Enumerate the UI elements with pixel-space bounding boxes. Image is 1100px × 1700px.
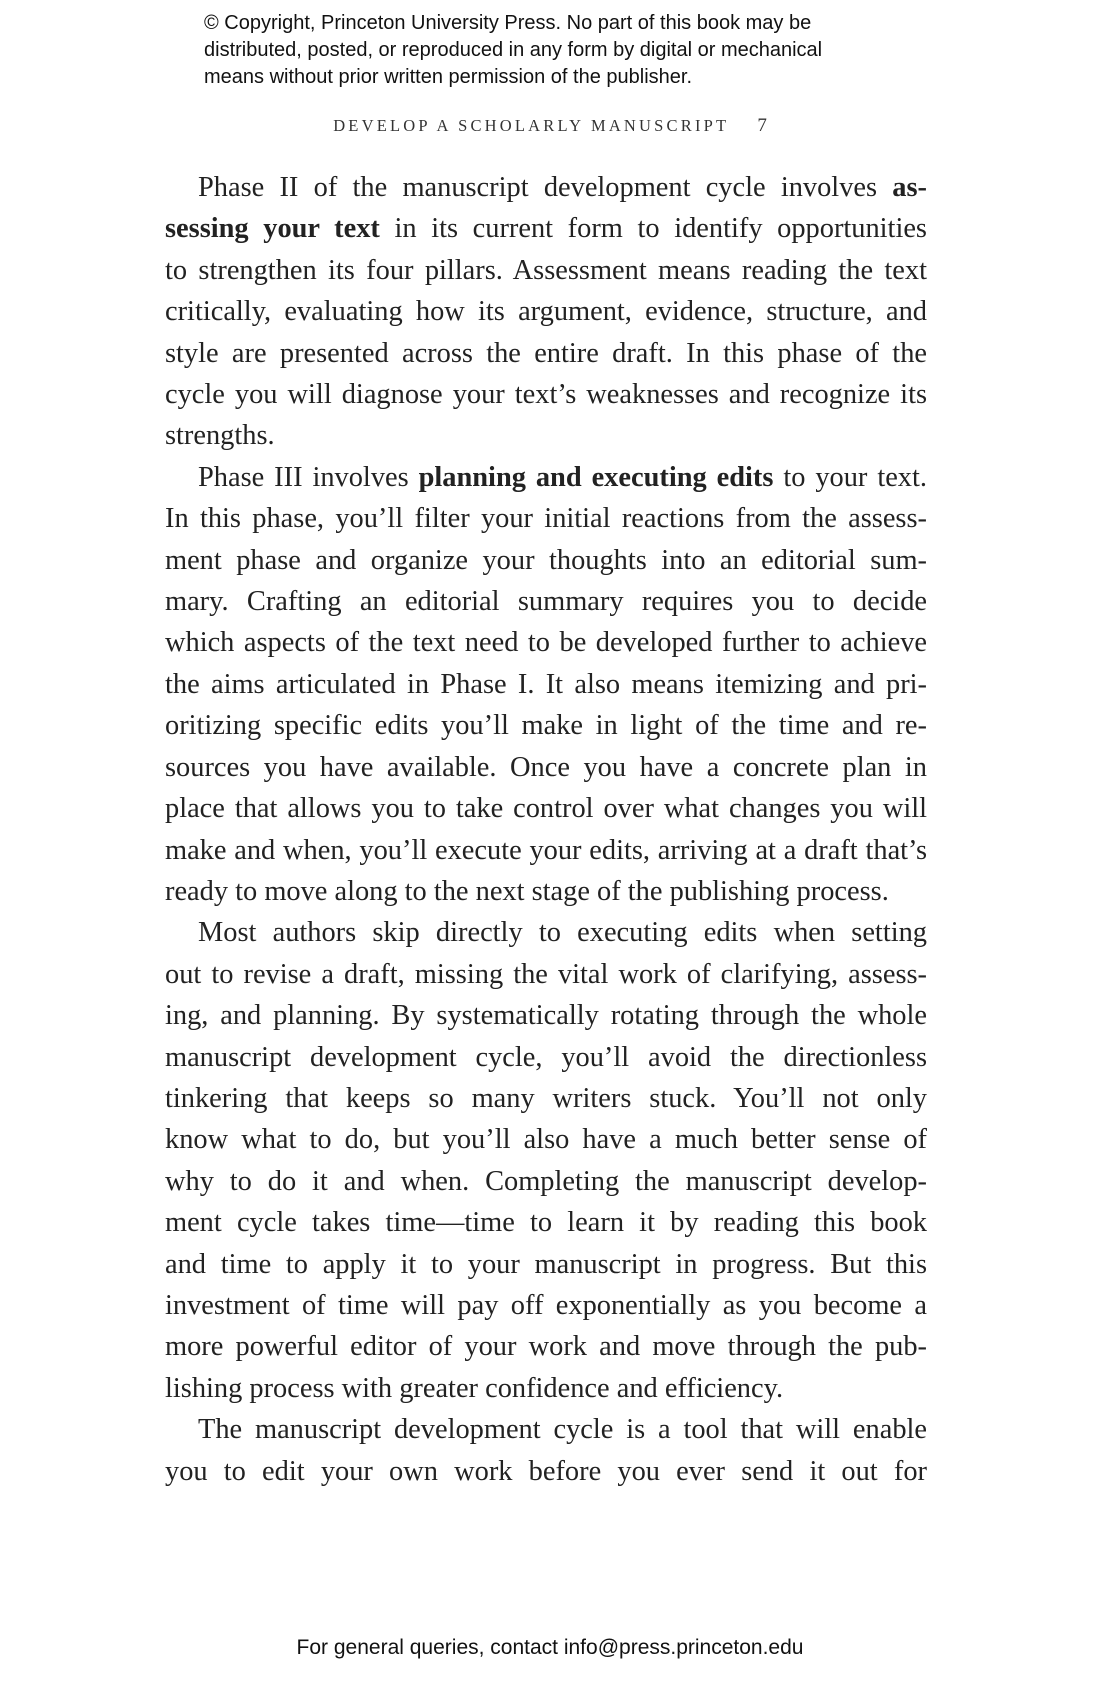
copyright-line: distributed, posted, or reproduced in any form by digital or mechanical — [204, 39, 823, 61]
text-line: lishing process with greater confidence and efficiency. — [165, 1372, 784, 1404]
paragraph — [165, 167, 927, 457]
text-line: which aspects of the text need to be developed further to achieve — [165, 627, 927, 659]
page-number: 7 — [757, 115, 767, 136]
running-head-title: DEVELOP A SCHOLARLY MANUSCRIPT — [333, 116, 730, 135]
text-line: ing, and planning. By systematically rotating through the whole — [165, 1000, 927, 1032]
text-line: mary. Crafting an editorial summary requires you to decide — [165, 586, 927, 618]
text-line: style are presented across the entire draft. In this phase of the — [165, 337, 927, 369]
text-line: make and when, you’ll execute your edits, arriving at a draft that’s — [165, 834, 927, 866]
text-line: know what to do, but you’ll also have a much better sense of — [165, 1124, 927, 1156]
text-line: and time to apply it to your manuscript in progress. But this — [165, 1248, 927, 1280]
text-line: why to do it and when. Completing the manuscript develop- — [165, 1165, 927, 1197]
copyright-line: © Copyright, Princeton University Press. No part of this book may be — [204, 12, 812, 34]
text-line: more powerful editor of your work and move through the pub- — [165, 1331, 927, 1363]
text-line: strengths. — [165, 420, 275, 452]
body-text — [165, 167, 927, 1492]
text-line: place that allows you to take control over what changes you will — [165, 793, 927, 825]
paragraph — [165, 1409, 927, 1492]
text-line: sessing your text in its current form to identify opportunities — [165, 213, 927, 245]
text-line: The manuscript development cycle is a tool that will enable — [198, 1414, 927, 1446]
text-line: ment cycle takes time—time to learn it by reading this book — [165, 1207, 927, 1239]
copyright-notice — [204, 10, 924, 91]
text-line: oritizing specific edits you’ll make in light of the time and re- — [165, 710, 927, 742]
text-line: sources you have available. Once you have a concrete plan in — [165, 751, 927, 783]
bold-term: sessing your text — [165, 213, 380, 245]
bold-term: as- — [892, 172, 927, 203]
text-line: Phase II of the manuscript development cycle involves as- — [198, 172, 927, 203]
text-line: manuscript development cycle, you’ll avoid the directionless — [165, 1041, 927, 1073]
text-line: to strengthen its four pillars. Assessment means reading the text — [165, 254, 927, 286]
text-line: ready to move along to the next stage of the publishing process. — [165, 875, 889, 907]
text-line: tinkering that keeps so many writers stuck. You’ll not only — [165, 1082, 927, 1114]
bold-term: planning and executing edits — [418, 461, 774, 493]
running-head — [0, 115, 1100, 137]
text-line: cycle you will diagnose your text’s weaknesses and recognize its — [165, 379, 927, 411]
text-line: Phase III involves planning and executing edits to your text. — [198, 461, 927, 493]
text-line: investment of time will pay off exponentially as you become a — [165, 1289, 927, 1321]
copyright-line: means without prior written permission of the publisher. — [204, 66, 693, 88]
paragraph — [165, 457, 927, 912]
paragraph — [165, 912, 927, 1409]
text-line: out to revise a draft, missing the vital work of clarifying, assess- — [165, 958, 927, 990]
text-line: In this phase, you’ll filter your initial reactions from the assess- — [165, 503, 927, 535]
text-line: the aims articulated in Phase I. It also means itemizing and pri- — [165, 668, 927, 700]
text-line: ment phase and organize your thoughts into an editorial sum- — [165, 544, 927, 576]
text-line: Most authors skip directly to executing edits when setting — [198, 917, 927, 949]
footer-contact: For general queries, contact info@press.princeton.edu — [296, 1636, 804, 1659]
text-line: critically, evaluating how its argument, evidence, structure, and — [165, 296, 927, 328]
text-line: you to edit your own work before you ever send it out for — [165, 1455, 927, 1487]
